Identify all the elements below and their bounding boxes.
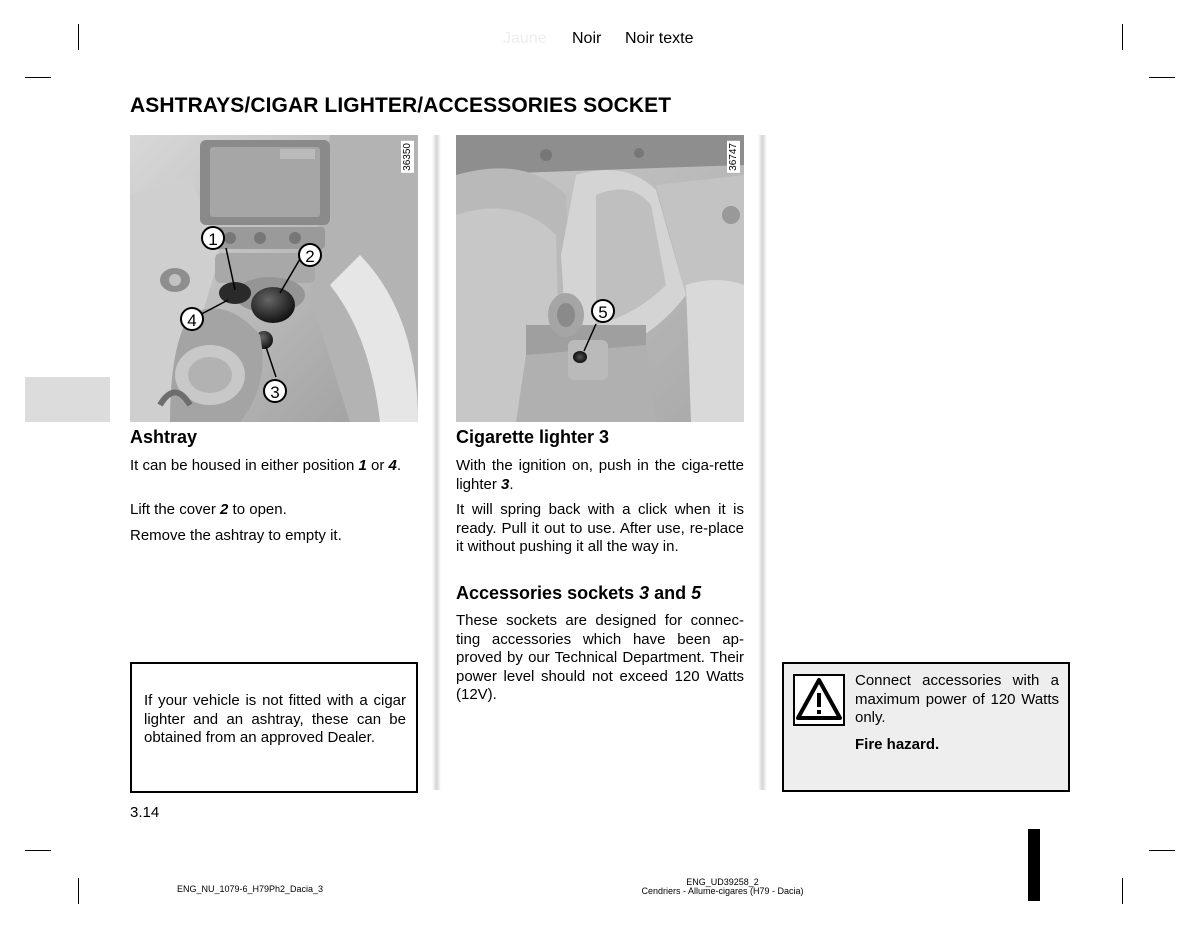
svg-text:3: 3: [270, 383, 280, 402]
warning-text: Connect accessories with a maximum power of 120 Watts only.: [855, 672, 1059, 726]
dealer-note-box: [130, 662, 418, 793]
dealer-note-text: If your vehicle is not fitted with a cigar lighter and an ashtray, these can be obtained from an approved Dealer.: [144, 692, 406, 746]
warning-emphasis: Fire hazard.: [855, 736, 940, 753]
crop-mark: [1122, 878, 1123, 904]
ashtray-para-3: Remove the ashtray to empty it.: [130, 527, 342, 544]
footer-right-code-1: ENG_UD39258_2: [686, 877, 759, 887]
warning-icon-frame: [793, 674, 845, 726]
callout-5: [592, 300, 614, 322]
color-label-jaune: Jaune: [503, 30, 547, 47]
ashtray-heading: Ashtray: [130, 427, 198, 447]
crop-mark: [25, 77, 51, 78]
ashtray-para-2: Lift the cover 2 to open.: [130, 501, 287, 518]
footer-left-code: ENG_NU_1079-6_H79Ph2_Dacia_3: [176, 884, 324, 894]
cigarette-lighter-para-1: With the ignition on, push in the ciga-rette lighter 3.: [456, 457, 744, 493]
color-label-noir: Noir: [572, 30, 602, 47]
cigarette-lighter-para-2: It will spring back with a click when it is ready. Pull it out to use. After use, re-place it without pushing it all the way in.: [456, 501, 744, 555]
crop-mark: [1122, 24, 1123, 50]
crop-mark: [1149, 850, 1175, 851]
svg-text:4: 4: [187, 311, 197, 330]
crop-mark: [1149, 77, 1175, 78]
warning-triangle-icon: [795, 676, 843, 724]
page-title: ASHTRAYS/CIGAR LIGHTER/ACCESSORIES SOCKET: [130, 94, 672, 117]
svg-text:2: 2: [305, 247, 315, 266]
column-separator: [432, 135, 441, 790]
callout-1: [202, 227, 224, 249]
section-tab-marker: [25, 377, 110, 422]
crop-mark: [78, 878, 79, 904]
color-label-noir-texte: Noir texte: [625, 30, 694, 47]
ashtray-para-1: It can be housed in either position 1 or 4.: [130, 457, 402, 474]
thumb-index-bar: [1028, 829, 1040, 901]
column-separator: [758, 135, 767, 790]
console-illustration: [130, 135, 418, 422]
footer-right-code-2: Cendriers - Allume-cigares (H79 - Dacia): [641, 886, 804, 896]
crop-mark: [78, 24, 79, 50]
warning-box: [782, 662, 1070, 792]
callout-3: [264, 380, 286, 402]
rear-seat-illustration: [456, 135, 744, 422]
figure-ashtray-console: [130, 135, 418, 422]
crop-mark: [25, 850, 51, 851]
accessories-para: These sockets are designed for connec-ting accessories which have been ap-proved by our Technical Department. Their power level should not exceed 120 Watts (12V).: [456, 612, 744, 703]
accessories-heading: Accessories sockets 3 and 5: [456, 583, 702, 603]
figure-ref-number: 36747: [728, 143, 739, 171]
svg-text:5: 5: [598, 303, 608, 322]
svg-text:1: 1: [208, 230, 218, 249]
cigarette-lighter-heading: Cigarette lighter 3: [456, 427, 610, 447]
callout-4: [181, 308, 203, 330]
callout-2: [299, 244, 321, 266]
figure-rear-socket: [456, 135, 744, 422]
figure-ref-number: 36350: [402, 143, 413, 171]
page-number: 3.14: [130, 804, 160, 821]
